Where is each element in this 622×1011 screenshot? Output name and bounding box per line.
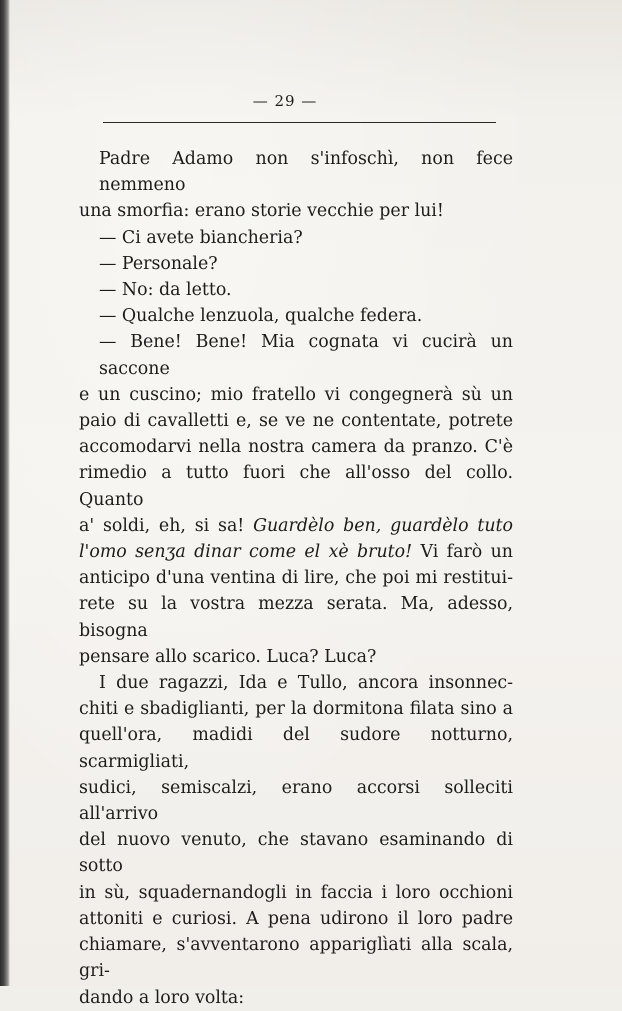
text-line: del nuovo venuto, che stavano esaminando di sotto <box>79 830 513 877</box>
body-text <box>79 146 513 1011</box>
text-line: chiti e sbadiglianti, per la dormitona filata sino a <box>79 699 513 720</box>
text-line: attoniti e curiosi. A pena udirono il loro padre <box>79 908 513 929</box>
text-line: pensare allo scarico. Luca? Luca? <box>79 646 377 667</box>
text-line: paio di cavalletti e, se ve ne contentate, potrete <box>79 411 513 432</box>
text-line: quell'ora, madidi del sudore notturno, scarmigliati, <box>79 725 513 772</box>
binding-edge <box>0 0 10 986</box>
italic-dialect-segment: Guardèlo ben, guardèlo tuto <box>253 515 513 536</box>
text-line: — Ci avete biancheria? <box>99 227 303 248</box>
text-line: — No: da letto. <box>99 280 232 301</box>
text-line: rete su la vostra mezza serata. Ma, adesso, bisogna <box>79 594 513 641</box>
text-line: anticipo d'una ventina di lire, che poi mi restitui- <box>79 568 513 589</box>
italic-dialect-segment: l'omo senʒa dinar come el xè bruto! <box>79 542 413 563</box>
text-line: accomodarvi nella nostra camera da pranzo. C'è <box>79 437 513 458</box>
page-number: — 29 — <box>252 92 318 110</box>
text-line: rimedio a tutto fuori che all'osso del collo. Quanto <box>79 463 513 510</box>
text-line: una smorfia: erano storie vecchie per lui! <box>79 201 444 222</box>
text-line: sudici, semiscalzi, erano accorsi solleciti all'arrivo <box>79 777 513 825</box>
text-line: chiamare, s'avventarono appariglìati alla scala, gri- <box>79 935 513 982</box>
text-line <box>79 513 513 539</box>
text-line: — Bene! Bene! Mia cognata vi cucirà un saccone <box>99 332 513 379</box>
text-line: — Personale? <box>99 253 218 274</box>
text-line: in sù, squadernandogli in faccia i loro occhioni <box>79 882 513 903</box>
text-segment: a' soldi, eh, si sa! <box>79 515 254 536</box>
text-line <box>79 539 513 565</box>
text-line: — Qualche lenzuola, qualche federa. <box>99 306 423 327</box>
text-line: I due ragazzi, Ida e Tullo, ancora insonnec- <box>99 673 513 694</box>
text-line: Padre Adamo non s'infoschì, non fece nemmeno <box>99 149 513 196</box>
text-segment: Vi farò un <box>412 542 513 563</box>
text-line: e un cuscino; mio fratello vi congegnerà sù un <box>79 384 513 405</box>
header-rule <box>103 122 496 123</box>
text-line: dando a loro volta: <box>79 987 245 1008</box>
